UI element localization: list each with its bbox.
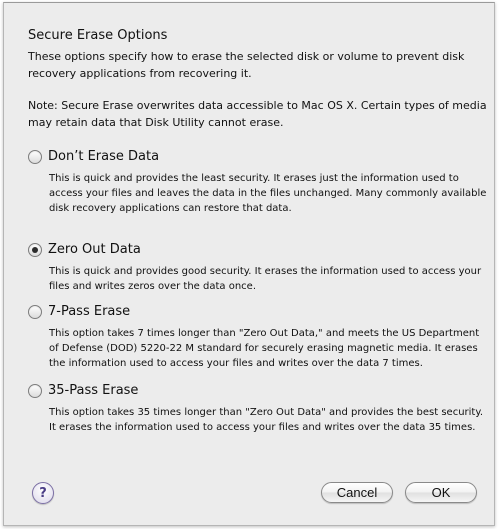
dialog-note-text: Note: Secure Erase overwrites data accessible to Mac OS X. Certain types of media may retain data that Disk Utility cannot erase. [28,99,487,129]
radio-dont-erase-data[interactable] [28,150,42,164]
cancel-button[interactable]: Cancel [321,482,393,503]
option-35-pass-erase[interactable] [28,383,138,398]
option-desc-dont-erase-data: This is quick and provides the least security. It erases just the information used to access your files and leaves the data in the files unchanged. Many commonly available disk recovery applications can restore that data. [49,173,487,214]
option-desc-7-pass-erase: This option takes 7 times longer than "Zero Out Data," and meets the US Department of Defense (DOD) 5220-22 M standard for securely erasing magnetic media. It erases the information used to access your files and writes over the data 7 times. [49,328,480,369]
radio-zero-out-data[interactable] [28,243,42,257]
option-label-35-pass-erase: 35-Pass Erase [48,383,139,398]
secure-erase-dialog [3,2,495,526]
option-label-zero-out-data: Zero Out Data [48,242,141,257]
option-zero-out-data[interactable] [28,242,141,257]
option-desc-zero-out-data: This is quick and provides good security. It erases the information used to access your files and writes zeros over the data once. [49,266,482,292]
option-dont-erase-data[interactable] [28,149,159,164]
radio-35-pass-erase[interactable] [28,384,42,398]
option-desc-35-pass-erase: This option takes 35 times longer than "Zero Out Data" and provides the best security. It erases the information used to access your files and writes over the data 35 times. [49,407,484,433]
radio-7-pass-erase[interactable] [28,305,42,319]
help-button[interactable] [32,482,54,504]
dialog-title: Secure Erase Options [28,28,168,43]
dialog-intro-text: These options specify how to erase the selected disk or volume to prevent disk recovery applications from recovering it. [28,50,465,80]
option-label-dont-erase-data: Don’t Erase Data [48,149,160,164]
option-7-pass-erase[interactable] [28,304,130,319]
option-label-7-pass-erase: 7-Pass Erase [48,304,131,319]
help-icon: ? [39,485,47,501]
ok-button[interactable]: OK [405,482,477,503]
